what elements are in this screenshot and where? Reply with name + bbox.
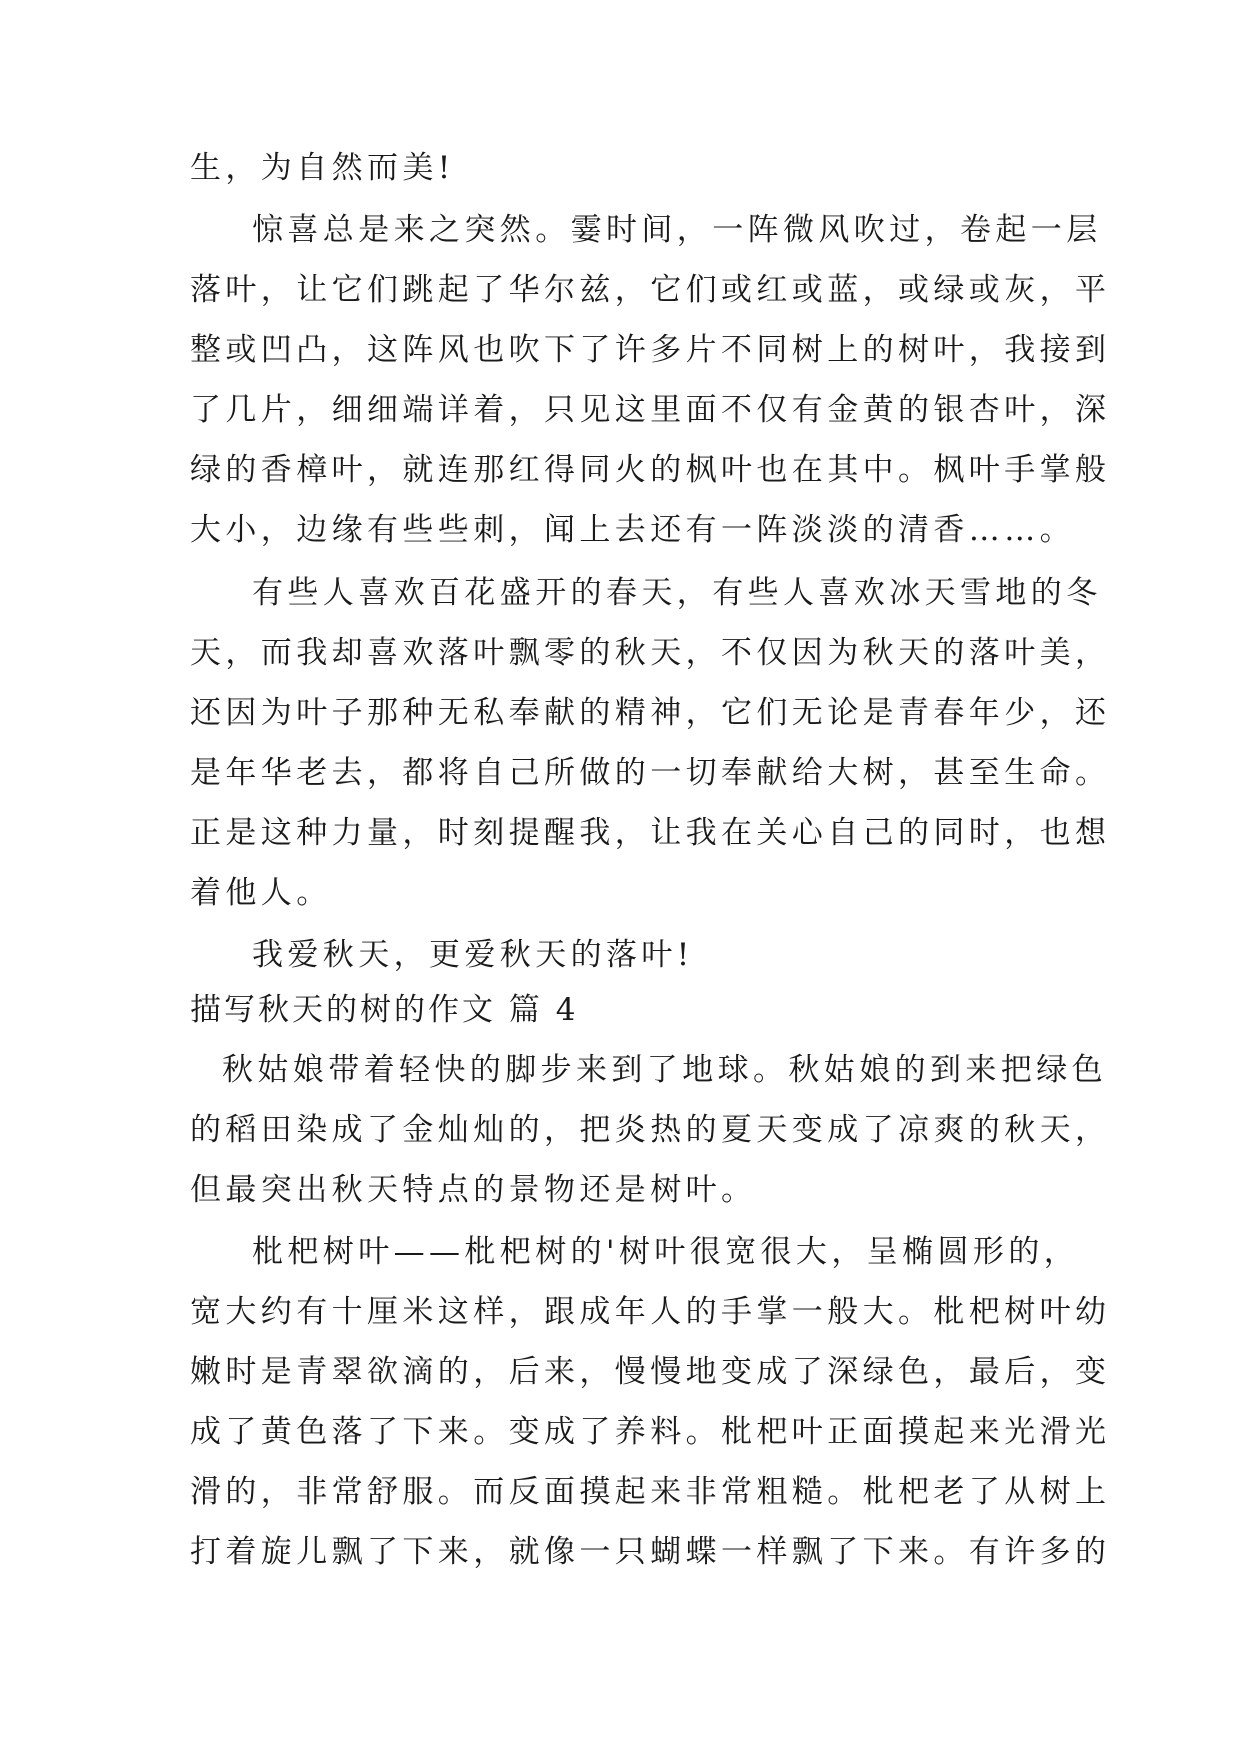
paragraph-first-line: 枇杷树叶——枇杷树的'树叶很宽很大，呈椭圆形的， [252, 1234, 1080, 1270]
text-line: 嫩时是青翠欲滴的，后来，慢慢地变成了深绿色，最后，变 [190, 1354, 1111, 1390]
text-line: 天，而我却喜欢落叶飘零的秋天，不仅因为秋天的落叶美， [190, 635, 1111, 671]
text-line: 宽大约有十厘米这样，跟成年人的手掌一般大。枇杷树叶幼 [190, 1294, 1111, 1330]
text-line: 大小，边缘有些些刺，闻上去还有一阵淡淡的清香……。 [190, 512, 1075, 548]
text-line: 滑的，非常舒服。而反面摸起来非常粗糙。枇杷老了从树上 [190, 1474, 1111, 1510]
text-line: 着他人。 [190, 875, 332, 911]
text-line: 是年华老去，都将自己所做的一切奉献给大树，甚至生命。 [190, 755, 1111, 791]
text-line: 落叶，让它们跳起了华尔兹，它们或红或蓝，或绿或灰，平 [190, 272, 1111, 308]
text-line: 还因为叶子那种无私奉献的精神，它们无论是青春年少，还 [190, 695, 1111, 731]
text-line: 正是这种力量，时刻提醒我，让我在关心自己的同时，也想 [190, 815, 1111, 851]
text-line: 成了黄色落了下来。变成了养料。枇杷叶正面摸起来光滑光 [190, 1414, 1111, 1450]
text-line: 整或凹凸，这阵风也吹下了许多片不同树上的树叶，我接到 [190, 332, 1111, 368]
paragraph-first-line: 我爱秋天，更爱秋天的落叶! [252, 937, 694, 973]
paragraph-first-line: 惊喜总是来之突然。霎时间，一阵微风吹过，卷起一层 [252, 212, 1102, 248]
text-line: 绿的香樟叶，就连那红得同火的枫叶也在其中。枫叶手掌般 [190, 452, 1111, 488]
text-line: 了几片，细细端详着，只见这里面不仅有金黄的银杏叶，深 [190, 392, 1111, 428]
section-heading: 描写秋天的树的作文 篇 4 [190, 992, 579, 1028]
paragraph-first-line: 有些人喜欢百花盛开的春天，有些人喜欢冰天雪地的冬 [252, 575, 1102, 611]
text-line: 生，为自然而美! [190, 150, 455, 186]
paragraph-first-line: 秋姑娘带着轻快的脚步来到了地球。秋姑娘的到来把绿色 [222, 1052, 1107, 1088]
text-line: 的稻田染成了金灿灿的，把炎热的夏天变成了凉爽的秋天， [190, 1112, 1111, 1148]
text-line: 但最突出秋天特点的景物还是树叶。 [190, 1172, 757, 1208]
text-line: 打着旋儿飘了下来，就像一只蝴蝶一样飘了下来。有许多的 [190, 1534, 1111, 1570]
